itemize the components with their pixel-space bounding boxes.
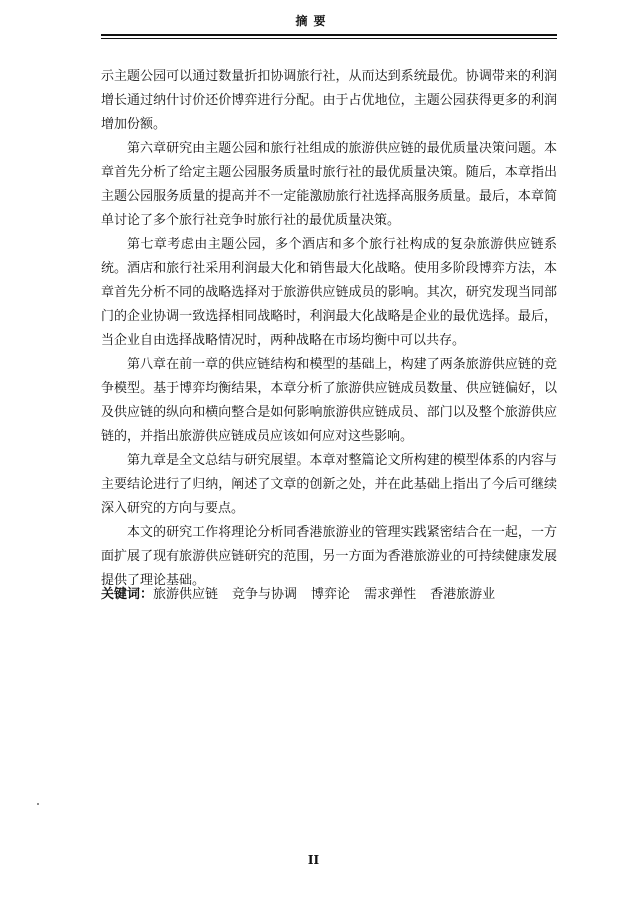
- paragraph-chapter-8: 第八章在前一章的供应链结构和模型的基础上，构建了两条旅游供应链的竞争模型。基于博弈均衡结果，本章分析了旅游供应链成员数量、供应链偏好，以及供应链的纵向和横向整合是如何影响旅游供应链成员、部门以及整个旅游供应链的，并指出旅游供应链成员应该如何应对这些影响。: [101, 357, 557, 444]
- abstract-body: [101, 65, 557, 593]
- header-rule-thin: [101, 38, 557, 39]
- page-number: II: [307, 853, 320, 867]
- paragraph-chapter-7: 第七章考虑由主题公园，多个酒店和多个旅行社构成的复杂旅游供应链系统。酒店和旅行社采用利润最大化和销售最大化战略。使用多阶段博弈方法，本章首先分析不同的战略选择对于旅游供应链成员的影响。其次，研究发现当同部门的企业协调一致选择相同战略时，利润最大化战略是企业的最优选择。最后，当企业自由选择战略情况时，两种战略在市场均衡中可以共存。: [101, 237, 557, 348]
- keyword-item: 竞争与协调: [232, 587, 298, 602]
- keywords-line: [101, 583, 557, 607]
- paragraph-continuation: 示主题公园可以通过数量折扣协调旅行社，从而达到系统最优。协调带来的利润增长通过纳什讨价还价博弈进行分配。由于占优地位，主题公园获得更多的利润增加份额。: [101, 69, 557, 132]
- keywords-label: 关键词：: [101, 587, 154, 602]
- page-header-title: 摘要: [295, 14, 332, 28]
- scan-speck: [37, 803, 39, 805]
- paragraph-summary: 本文的研究工作将理论分析同香港旅游业的管理实践紧密结合在一起，一方面扩展了现有旅游供应链研究的范围，另一方面为香港旅游业的可持续健康发展提供了理论基础。: [101, 525, 557, 588]
- keyword-item: 需求弹性: [364, 587, 417, 602]
- keyword-item: 博弈论: [311, 587, 351, 602]
- header-rule-thick: [101, 34, 557, 36]
- paragraph-chapter-9: 第九章是全文总结与研究展望。本章对整篇论文所构建的模型体系的内容与主要结论进行了归纳，阐述了文章的创新之处，并在此基础上指出了今后可继续深入研究的方向与要点。: [101, 453, 557, 516]
- keyword-item: 香港旅游业: [430, 587, 496, 602]
- keyword-item: 旅游供应链: [153, 587, 219, 602]
- paragraph-chapter-6: 第六章研究由主题公园和旅行社组成的旅游供应链的最优质量决策问题。本章首先分析了给定主题公园服务质量时旅行社的最优质量决策。随后，本章指出主题公园服务质量的提高并不一定能激励旅行社选择高服务质量。最后，本章简单讨论了多个旅行社竞争时旅行社的最优质量决策。: [101, 141, 557, 228]
